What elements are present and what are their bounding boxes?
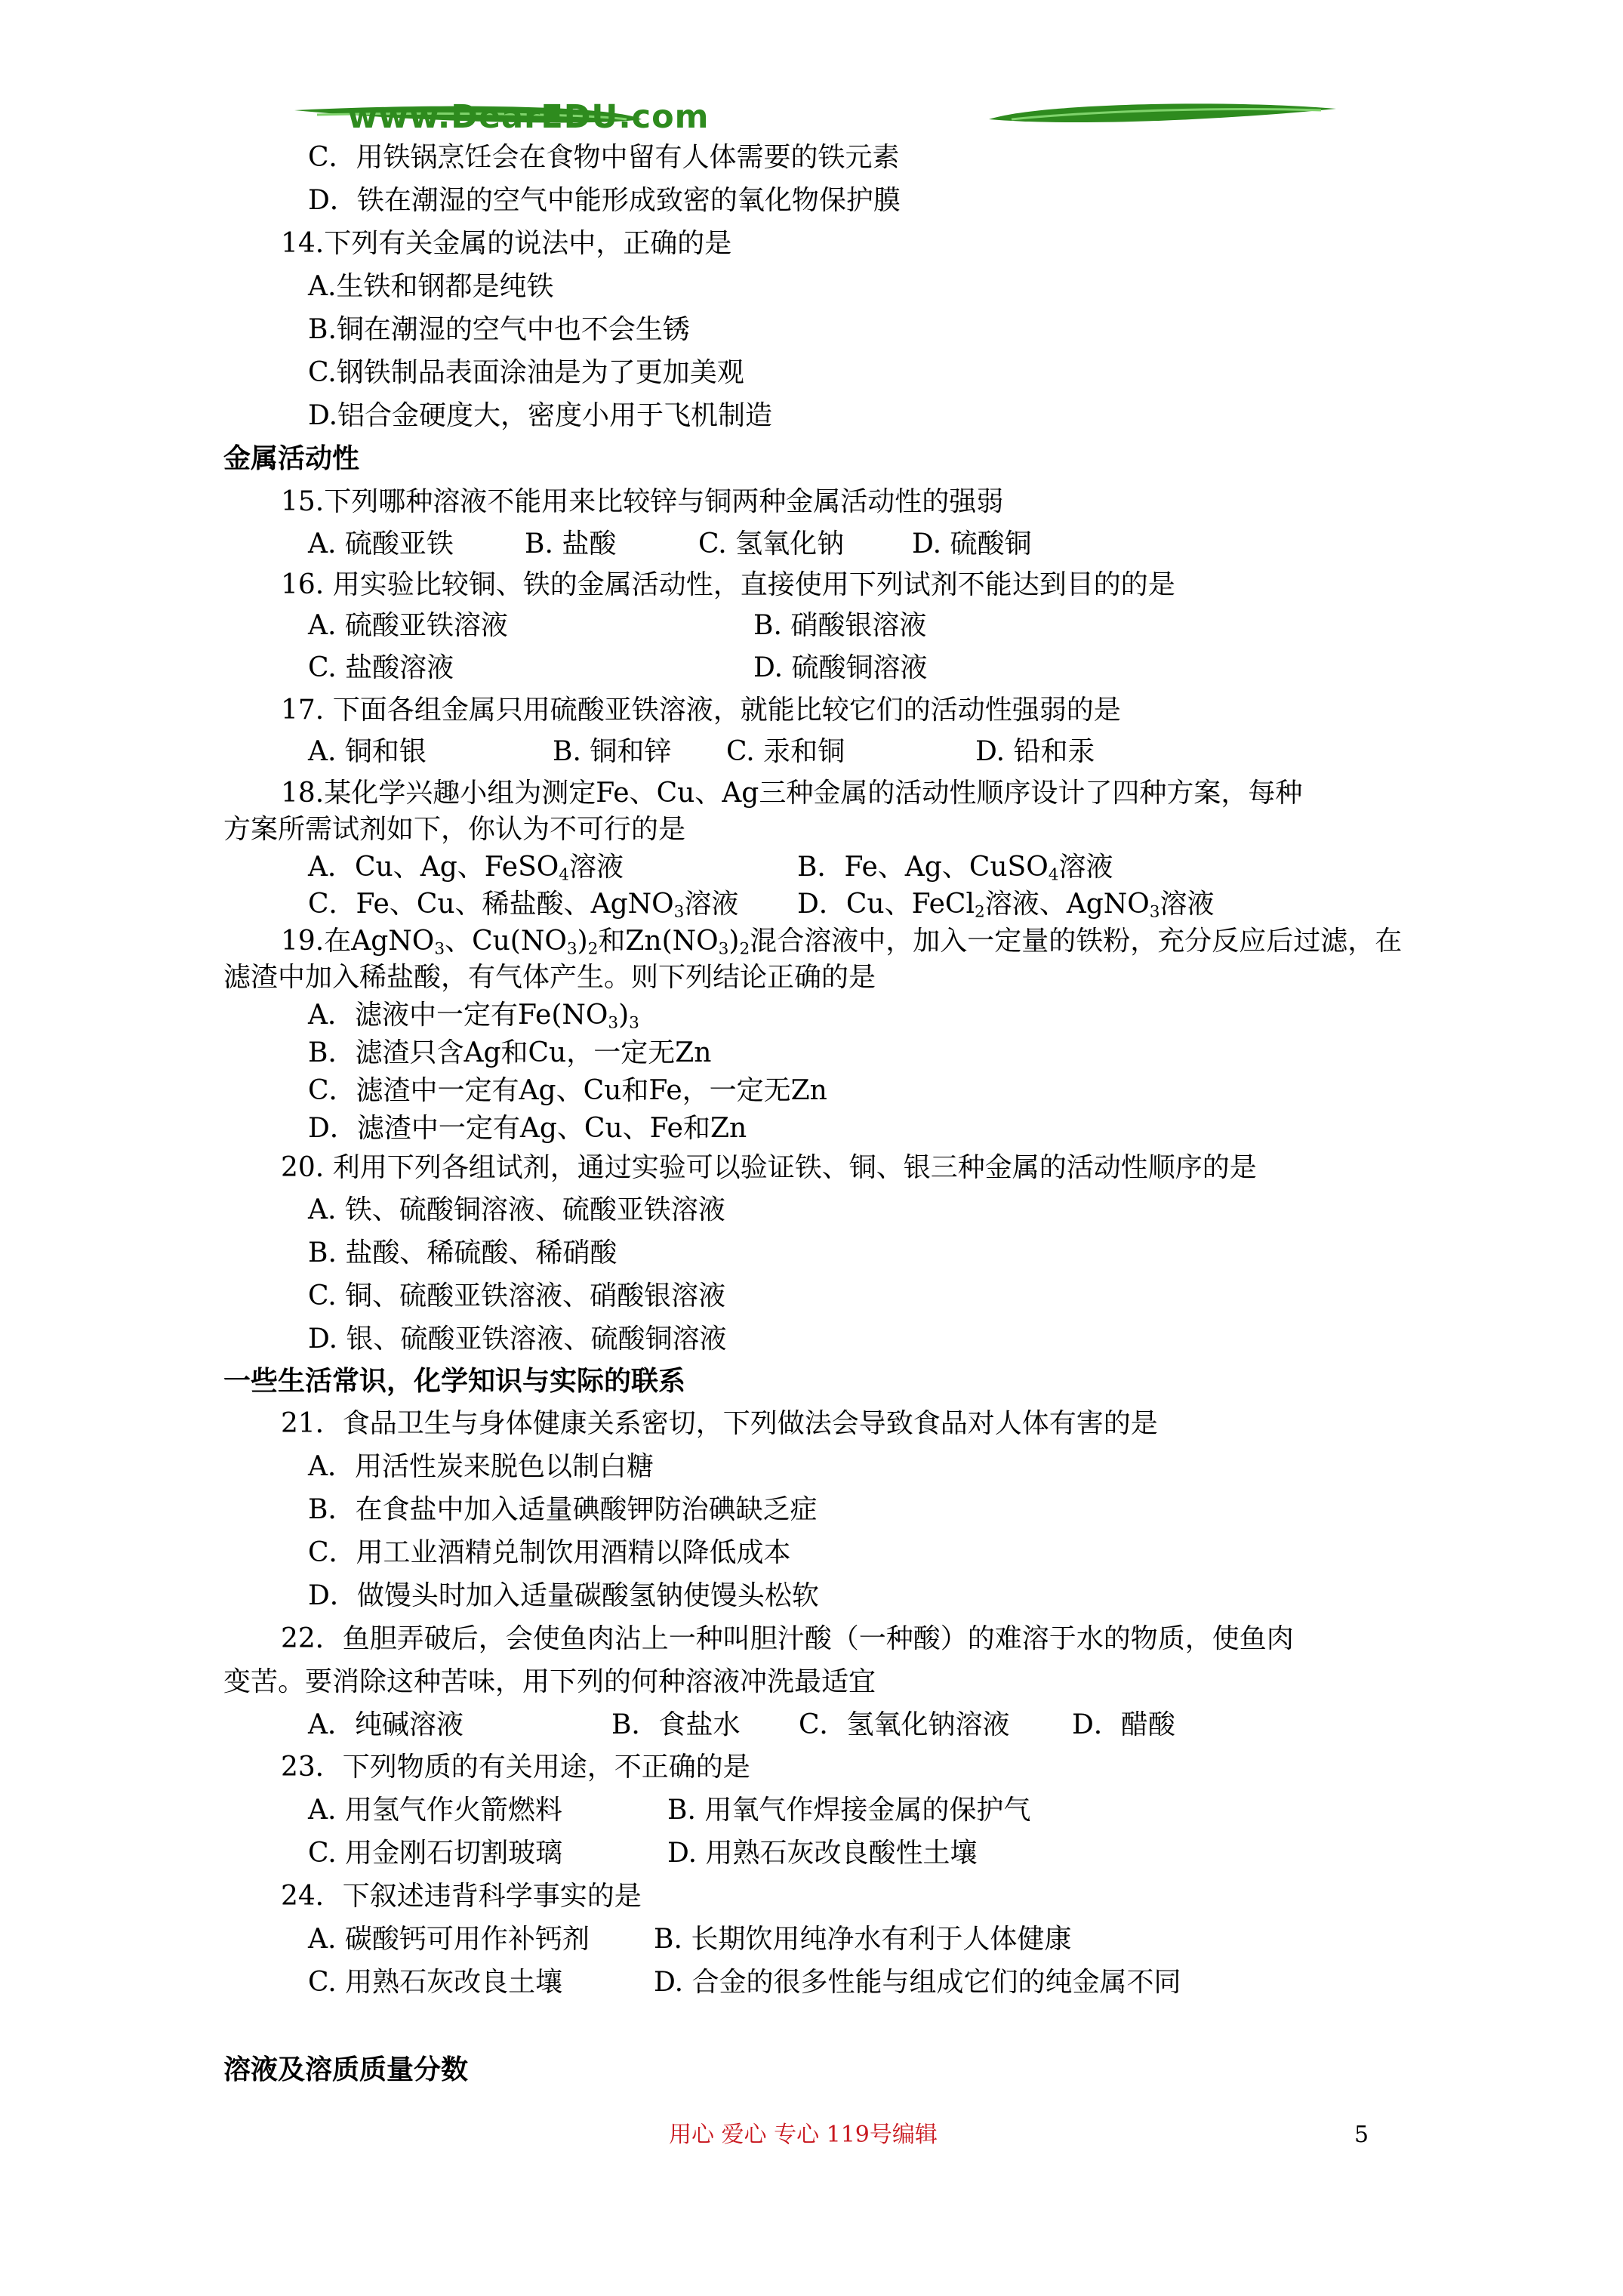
q19-option-a: A．滤液中一定有$Fe(NO_3)_3$ (308, 1000, 639, 1033)
q20-option-c: C. 铜、硫酸亚铁溶液、硝酸银溶液 (308, 1281, 726, 1311)
q21-option-c: C．用工业酒精兑制饮用酒精以降低成本 (308, 1537, 791, 1568)
q16-option-d: D. 硫酸铜溶液 (753, 652, 928, 683)
q18-option-b: B．Fe、Ag、CuSO$_4$溶液 (797, 852, 1113, 885)
question-22: 22．鱼胆弄破后，会使鱼肉沾上一种叫胆汁酸（一种酸）的难溶于水的物质，使鱼肉 (281, 1623, 1294, 1654)
q21-option-a: A．用活性炭来脱色以制白糖 (308, 1451, 654, 1482)
question-23: 23．下列物质的有关用途，不正确的是 (281, 1752, 750, 1783)
q20-option-a: A. 铁、硫酸铜溶液、硫酸亚铁溶液 (308, 1194, 725, 1225)
question-18-cont: 方案所需试剂如下，你认为不可行的是 (223, 814, 686, 845)
q14-option-c: C.钢铁制品表面涂油是为了更加美观 (308, 357, 744, 388)
site-logo-text: www.DearEDU.com (347, 98, 710, 136)
question-19-cont: 滤渣中加入稀盐酸，有气体产生。则下列结论正确的是 (223, 962, 876, 993)
q13-option-d: D．铁在潮湿的空气中能形成致密的氧化物保护膜 (308, 185, 901, 216)
q22-option-c: C．氢氧化钠溶液 (799, 1709, 1010, 1740)
section-heading-metal-activity: 金属活动性 (223, 442, 360, 474)
question-22-cont: 变苦。要消除这种苦味，用下列的何种溶液冲洗最适宜 (223, 1666, 876, 1697)
q22-option-d: D．醋酸 (1072, 1709, 1175, 1740)
q15-option-c: C. 氢氧化钠 (698, 529, 845, 559)
q24-option-b: B. 长期饮用纯净水有利于人体健康 (654, 1924, 1072, 1955)
q23-option-a: A. 用氢气作火箭燃料 (308, 1795, 562, 1826)
q18-option-a: A．Cu、Ag、FeSO$_4$溶液 (308, 852, 624, 885)
q20-option-d: D. 银、硫酸亚铁溶液、硫酸铜溶液 (308, 1324, 727, 1354)
q20-option-b: B. 盐酸、稀硫酸、稀硝酸 (308, 1237, 617, 1268)
q24-option-c: C. 用熟石灰改良土壤 (308, 1967, 563, 1998)
q16-option-a: A. 硫酸亚铁溶液 (308, 610, 508, 641)
q23-option-c: C. 用金刚石切割玻璃 (308, 1838, 563, 1869)
q15-option-a: A. 硫酸亚铁 (308, 529, 454, 559)
q21-option-b: B．在食盐中加入适量碘酸钾防治碘缺乏症 (308, 1494, 818, 1525)
q17-option-d: D. 铅和汞 (975, 736, 1095, 767)
question-17: 17. 下面各组金属只用硫酸亚铁溶液，就能比较它们的活动性强弱的是 (281, 695, 1121, 726)
q16-option-b: B. 硝酸银溶液 (753, 610, 927, 641)
question-20: 20. 利用下列各组试剂，通过实验可以验证铁、铜、银三种金属的活动性顺序的是 (281, 1152, 1257, 1183)
q23-option-d: D. 用熟石灰改良酸性土壤 (667, 1838, 978, 1869)
q17-option-b: B. 铜和锌 (553, 736, 672, 767)
q15-option-d: D. 硫酸铜 (912, 529, 1032, 559)
q14-option-d: D.铝合金硬度大，密度小用于飞机制造 (308, 400, 773, 431)
question-14: 14.下列有关金属的说法中，正确的是 (281, 228, 732, 259)
q14-option-a: A.生铁和钢都是纯铁 (308, 271, 554, 302)
q16-option-c: C. 盐酸溶液 (308, 652, 454, 683)
q22-option-b: B．食盐水 (611, 1709, 741, 1740)
question-24: 24．下叙述违背科学事实的是 (281, 1881, 642, 1912)
q19-option-d: D．滤渣中一定有Ag、Cu、Fe和Zn (308, 1113, 747, 1144)
q21-option-d: D．做馒头时加入适量碳酸氢钠使馒头松软 (308, 1580, 819, 1611)
q24-option-a: A. 碳酸钙可用作补钙剂 (308, 1924, 590, 1955)
q13-option-c: C．用铁锅烹饪会在食物中留有人体需要的铁元素 (308, 142, 900, 173)
question-15: 15.下列哪种溶液不能用来比较锌与铜两种金属活动性的强弱 (281, 486, 1004, 517)
question-21: 21．食品卫生与身体健康关系密切，下列做法会导致食品对人体有害的是 (281, 1408, 1158, 1439)
q19-option-c: C．滤渣中一定有Ag、Cu和Fe，一定无Zn (308, 1075, 827, 1106)
q24-option-d: D. 合金的很多性能与组成它们的纯金属不同 (654, 1967, 1181, 1998)
q14-option-b: B.铜在潮湿的空气中也不会生锈 (308, 314, 690, 345)
section-heading-solution: 溶液及溶质质量分数 (223, 2054, 469, 2085)
page-number: 5 (1354, 2122, 1369, 2148)
question-16: 16. 用实验比较铜、铁的金属活动性，直接使用下列试剂不能达到目的的是 (281, 569, 1175, 600)
question-18: 18.某化学兴趣小组为测定Fe、Cu、Ag三种金属的活动性顺序设计了四种方案，每种 (281, 778, 1303, 809)
footer-text: 用心 爱心 专心 119号编辑 (669, 2122, 938, 2148)
q19-option-b: B．滤渣只含Ag和Cu，一定无Zn (308, 1037, 712, 1068)
q17-option-c: C. 汞和铜 (726, 736, 845, 767)
q18-option-d: D．Cu、FeCl$_2$溶液、AgNO$_3$溶液 (797, 889, 1215, 922)
q23-option-b: B. 用氧气作焊接金属的保护气 (667, 1795, 1031, 1826)
question-19: 19.在AgNO$_3$、$Cu(NO_3)_2$和$Zn(NO_3)_2$混合溶液中，加入一定量的铁粉，充分反应后过滤，在 (281, 926, 1403, 959)
q17-option-a: A. 铜和银 (308, 736, 427, 767)
section-heading-life-knowledge: 一些生活常识，化学知识与实际的联系 (223, 1365, 686, 1397)
q15-option-b: B. 盐酸 (525, 529, 617, 559)
q22-option-a: A．纯碱溶液 (308, 1709, 463, 1740)
q18-option-c: C．Fe、Cu、稀盐酸、AgNO$_3$溶液 (308, 889, 739, 922)
